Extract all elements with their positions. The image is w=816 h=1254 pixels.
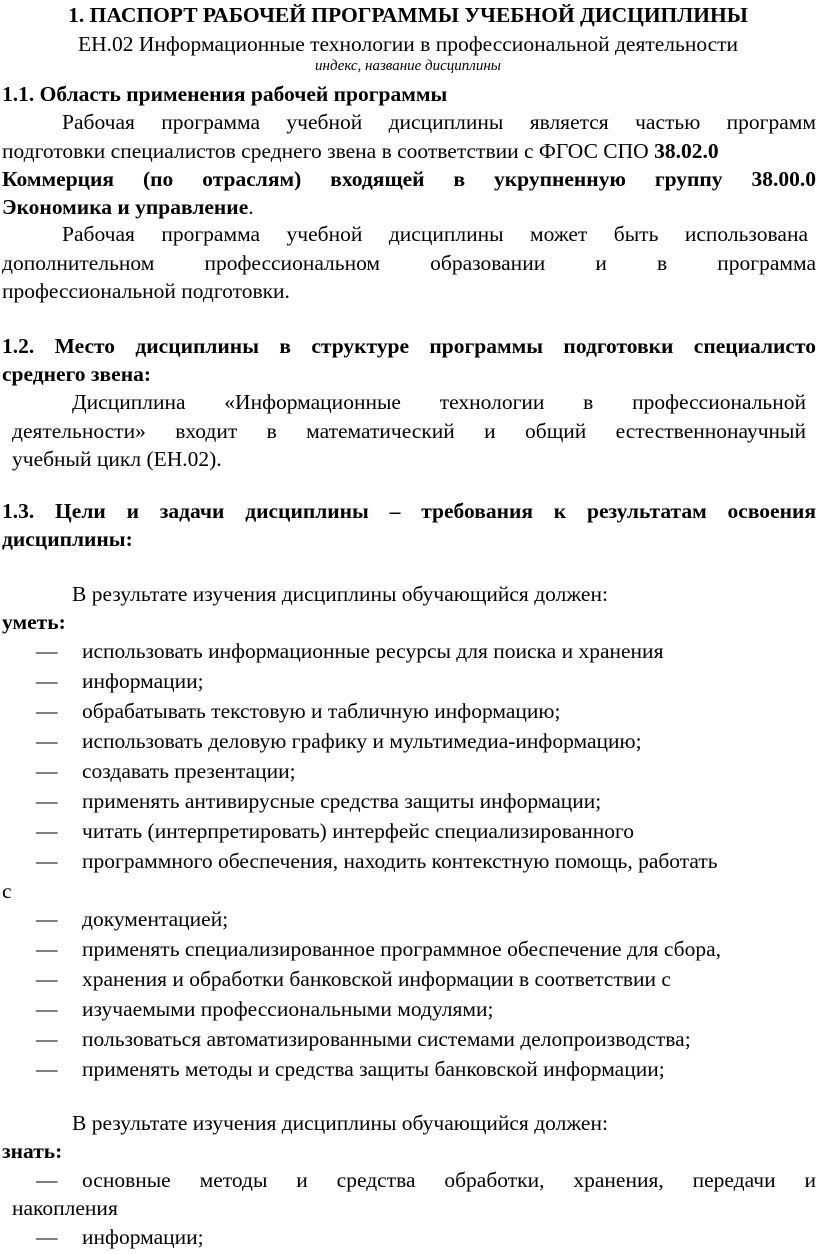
skills-intro: В результате изучения дисциплины обучающийся должен: xyxy=(72,582,608,606)
list-item-text: документацией; xyxy=(82,907,229,931)
knowledge-intro: В результате изучения дисциплины обучающийся должен: xyxy=(72,1111,608,1135)
s1-p1-line4: Экономика и управление. xyxy=(2,195,254,219)
list-dash: — xyxy=(36,1027,58,1051)
knowledge-label: знать: xyxy=(2,1139,63,1163)
list-dash: — xyxy=(36,669,58,693)
section-1-3-heading-line1: 1.3. Цели и задачи дисциплины – требования к результатам освоения xyxy=(2,499,816,523)
list-item-text: обрабатывать текстовую и табличную информацию; xyxy=(82,699,561,723)
s1-p2-line2: дополнительном профессиональном образовании и в программа xyxy=(2,251,816,275)
skills-label: уметь: xyxy=(2,610,66,634)
list-dash: — xyxy=(36,699,58,723)
section-1-3-heading-line2: дисциплины: xyxy=(2,527,133,551)
list-dash: — xyxy=(36,1225,58,1249)
s1-p1-line3: Коммерция (по отраслям) входящей в укрупненную группу 38.00.0 xyxy=(2,167,816,191)
list-item-text: применять антивирусные средства защиты информации; xyxy=(82,789,602,813)
list-item-text: программного обеспечения, находить контекстную помощь, работать xyxy=(82,849,718,873)
s1-p1-line1: Рабочая программа учебной дисциплины является частью программ xyxy=(62,110,816,134)
list-item-text: использовать информационные ресурсы для поиска и хранения xyxy=(82,639,664,663)
list-item-text: применять специализированное программное обеспечение для сбора, xyxy=(82,937,721,961)
discipline-caption: индекс, название дисциплины xyxy=(315,58,501,74)
list-item-text: информации; xyxy=(82,1225,204,1249)
list-dash: — xyxy=(36,819,58,843)
section-1-2-heading-line1: 1.2. Место дисциплины в структуре программы подготовки специалисто xyxy=(2,334,816,358)
list-dash: — xyxy=(36,907,58,931)
list-dash: — xyxy=(36,967,58,991)
list-item-text: пользоваться автоматизированными системами делопроизводства; xyxy=(82,1027,691,1051)
list-item-text: использовать деловую графику и мультимедиа-информацию; xyxy=(82,729,642,753)
skills-wrap-text: с xyxy=(2,879,12,903)
list-dash: — xyxy=(36,639,58,663)
list-dash: — xyxy=(36,849,58,873)
s1-p2-line3: профессиональной подготовки. xyxy=(2,279,290,303)
section-1-1-heading: 1.1. Область применения рабочей программы xyxy=(2,82,448,106)
list-item-text: применять методы и средства защиты банковской информации; xyxy=(82,1057,665,1081)
list-item-text: информации; xyxy=(82,669,204,693)
list-dash: — xyxy=(36,789,58,813)
list-dash: — xyxy=(36,729,58,753)
list-item-text: читать (интерпретировать) интерфейс специализированного xyxy=(82,819,635,843)
s2-line2: деятельности» входит в математический и общий естественнонаучный xyxy=(12,419,806,443)
list-item-text: создавать презентации; xyxy=(82,759,296,783)
s2-line3: учебный цикл (ЕН.02). xyxy=(12,447,222,471)
section-1-2-heading-line2: среднего звена: xyxy=(2,362,152,386)
list-item-continuation: накопления xyxy=(12,1196,118,1220)
list-dash: — xyxy=(36,759,58,783)
list-dash: — xyxy=(36,1168,58,1192)
list-item-text: изучаемыми профессиональными модулями; xyxy=(82,997,494,1021)
document-title: 1. ПАСПОРТ РАБОЧЕЙ ПРОГРАММЫ УЧЕБНОЙ ДИСЦИПЛИНЫ xyxy=(68,3,748,27)
list-dash: — xyxy=(36,937,58,961)
discipline-name: ЕН.02 Информационные технологии в профессиональной деятельности xyxy=(77,32,739,56)
list-dash: — xyxy=(36,1057,58,1081)
list-item-text: хранения и обработки банковской информации в соответствии с xyxy=(82,967,671,991)
s1-p1-line2: подготовки специалистов среднего звена в соответствии с ФГОС СПО 38.02.0 xyxy=(2,139,719,163)
s1-p2-line1: Рабочая программа учебной дисциплины может быть использована xyxy=(62,222,808,246)
list-dash: — xyxy=(36,997,58,1021)
list-item-text: основные методы и средства обработки, хранения, передачи и xyxy=(82,1168,816,1192)
s2-line1: Дисциплина «Информационные технологии в профессиональной xyxy=(72,390,806,414)
